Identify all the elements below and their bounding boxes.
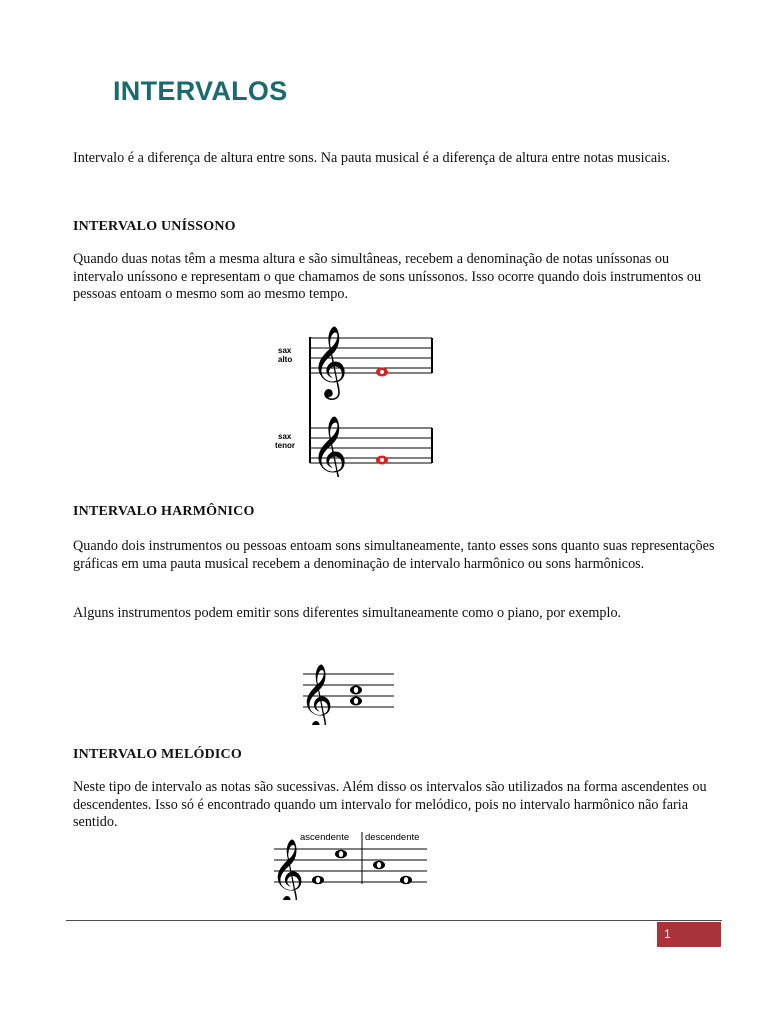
treble-clef-icon: 𝄞 bbox=[300, 664, 334, 725]
staff-label: alto bbox=[278, 355, 293, 364]
melodic-staff-figure bbox=[266, 828, 432, 900]
page-title: INTERVALOS bbox=[113, 76, 288, 106]
harmonic-paragraph: Quando dois instrumentos ou pessoas entoam sons simultaneamente, tanto esses sons quanto suas representações gráficas em uma pauta musical recebem a denominação de intervalo harmônico ou sons harmônicos. bbox=[73, 538, 715, 572]
staff-label: sax bbox=[278, 346, 292, 355]
section-heading-unison: INTERVALO UNÍSSONO bbox=[73, 219, 236, 234]
treble-clef-icon: 𝄞 bbox=[271, 839, 305, 900]
page-number-badge: 1 bbox=[657, 922, 721, 947]
staff-label: sax bbox=[278, 432, 292, 441]
harmonic-paragraph-piano: Alguns instrumentos podem emitir sons diferentes simultaneamente como o piano, por exemplo. bbox=[73, 605, 622, 621]
treble-clef-icon: 𝄞 bbox=[311, 327, 348, 396]
footer-divider bbox=[66, 920, 722, 921]
staff-label: tenor bbox=[275, 441, 295, 450]
section-heading-melodic: INTERVALO MELÓDICO bbox=[73, 747, 242, 762]
section-heading-harmonic: INTERVALO HARMÔNICO bbox=[73, 504, 255, 519]
intro-paragraph: Intervalo é a diferença de altura entre sons. Na pauta musical é a diferença de altura entre notas musicais. bbox=[73, 150, 671, 166]
treble-clef-icon: 𝄞 bbox=[311, 417, 348, 477]
unison-paragraph: Quando duas notas têm a mesma altura e são simultâneas, recebem a denominação de notas uníssonas ou intervalo uníssono e representam o que chamamos de sons uníssonos. Isso ocorre quando dois instrumentos ou pessoas entoam o mesmo som ao mesmo tempo. bbox=[73, 251, 702, 302]
melodic-paragraph: Neste tipo de intervalo as notas são sucessivas. Além disso os intervalos são utilizados na forma ascendentes ou descendentes. Isso só é encontrado quando um intervalo for melódico, pois no intervalo harmônico não faria sentido. bbox=[73, 779, 707, 830]
descending-label: descendente bbox=[365, 832, 420, 843]
harmonic-staff-figure bbox=[295, 657, 400, 725]
unison-staff-figure bbox=[268, 322, 440, 477]
ascending-label: ascendente bbox=[300, 832, 350, 843]
